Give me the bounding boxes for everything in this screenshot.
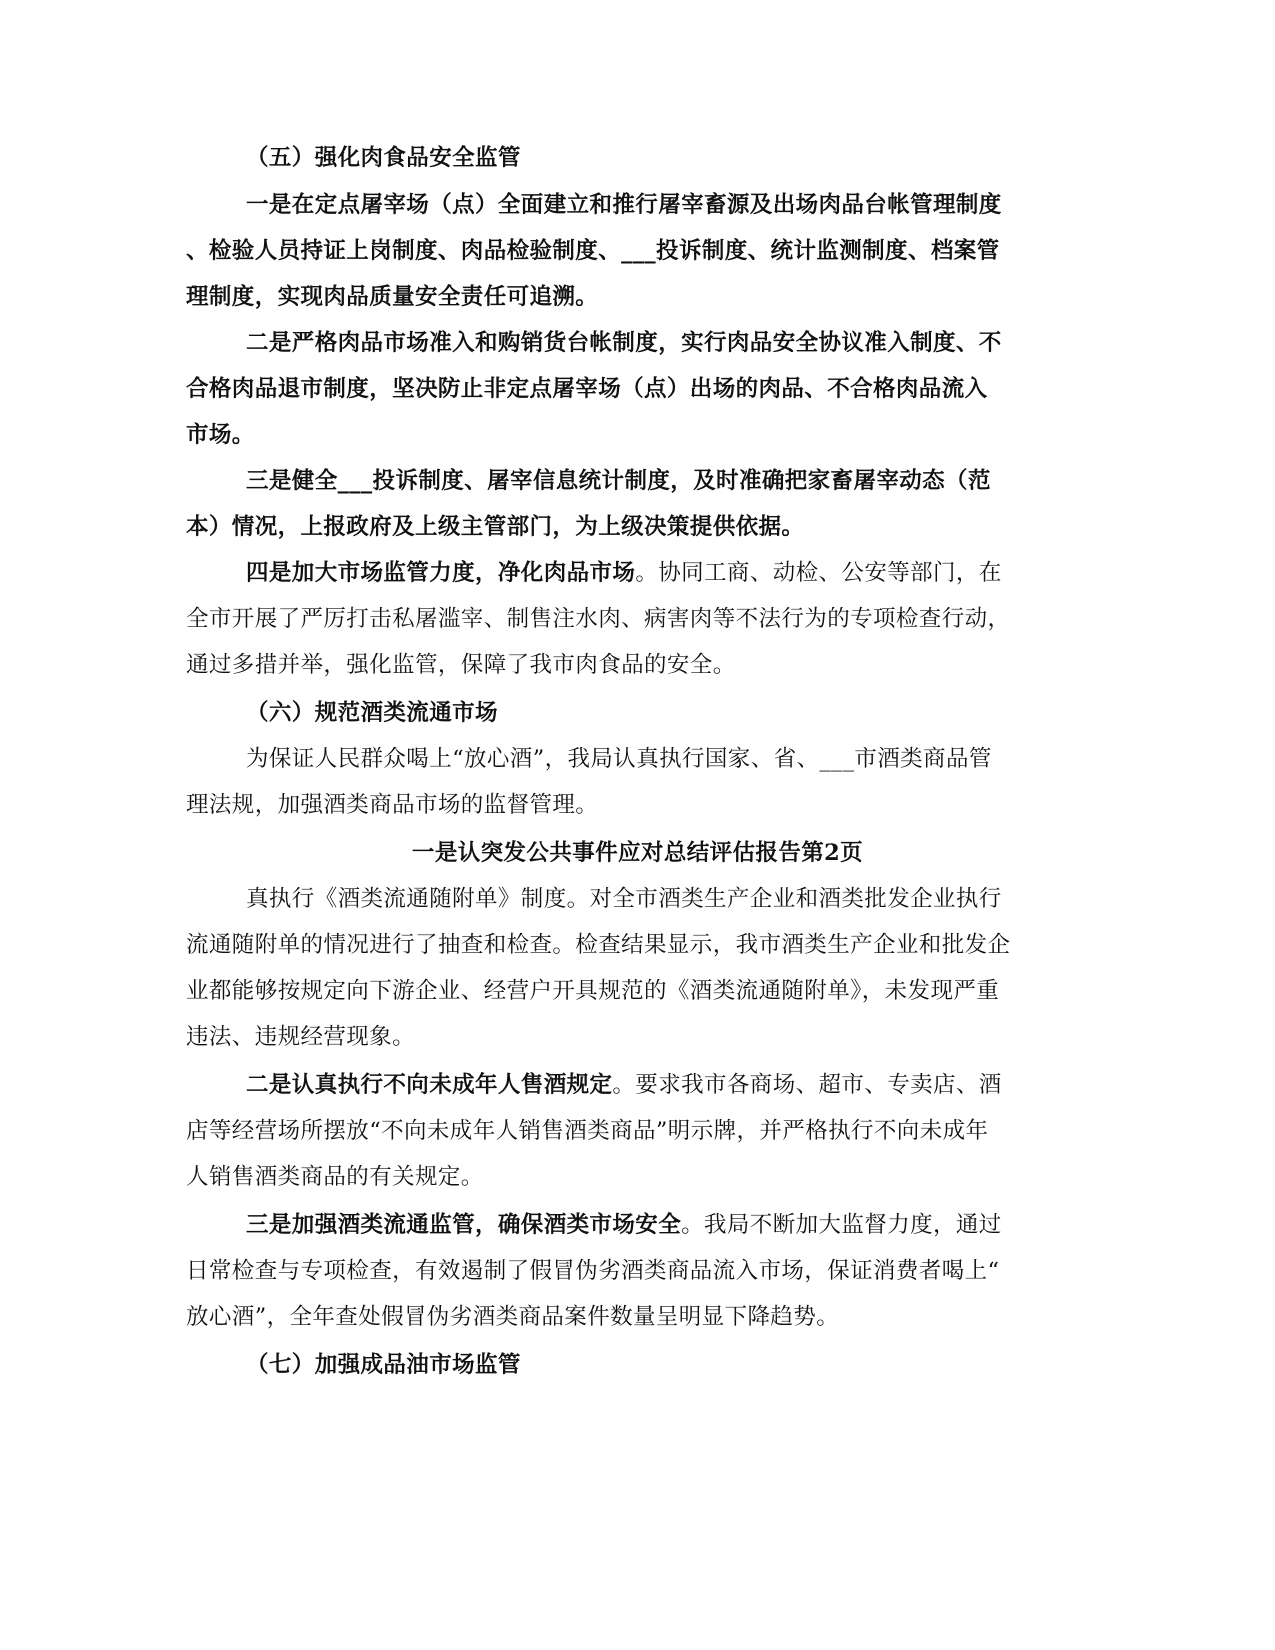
paragraph-rest: 。要求我市各商场、超市、专卖店、酒 <box>612 1072 1002 1098</box>
paragraph-line: 一是在定点屠宰场（点）全面建立和推行屠宰畜源及出场肉品台帐管理制度 <box>246 192 1002 218</box>
paragraph-rest: 。协同工商、动检、公安等部门，在 <box>635 560 1002 586</box>
section-heading-5: （五）强化肉食品安全监管 <box>246 145 521 171</box>
paragraph-lead: 三是加强酒类流通监管，确保酒类市场安全 <box>246 1212 682 1238</box>
paragraph-line: 店等经营场所摆放“不向未成年人销售酒类商品”明示牌，并严格执行不向未成年 <box>186 1118 989 1144</box>
paragraph-lead: 二是认真执行不向未成年人售酒规定 <box>246 1072 613 1098</box>
paragraph-line: 通过多措并举，强化监管，保障了我市肉食品的安全。 <box>186 652 736 678</box>
section-heading-7: （七）加强成品油市场监管 <box>246 1352 521 1378</box>
paragraph-line: 理制度，实现肉品质量安全责任可追溯。 <box>186 284 599 310</box>
paragraph-line: 放心酒”，全年查处假冒伪劣酒类商品案件数量呈明显下降趋势。 <box>186 1304 840 1330</box>
paragraph-rest: 。我局不断加大监督力度，通过 <box>681 1212 1002 1238</box>
paragraph-line: 二是严格肉品市场准入和购销货台帐制度，实行肉品安全协议准入制度、不 <box>246 330 1002 356</box>
paragraph-line: 合格肉品退市制度，坚决防止非定点屠宰场（点）出场的肉品、不合格肉品流入 <box>186 376 988 402</box>
paragraph-line: 日常检查与专项检查，有效遏制了假冒伪劣酒类商品流入市场，保证消费者喝上“ <box>186 1258 1000 1284</box>
section-heading-6: （六）规范酒类流通市场 <box>246 700 498 726</box>
paragraph-line: 人销售酒类商品的有关规定。 <box>186 1164 484 1190</box>
paragraph-line: 为保证人民群众喝上“放心酒”，我局认真执行国家、省、___市酒类商品管 <box>246 746 992 772</box>
paragraph-line: 全市开展了严厉打击私屠滥宰、制售注水肉、病害肉等不法行为的专项检查行动， <box>186 606 1011 632</box>
paragraph-line: 违法、违规经营现象。 <box>186 1024 416 1050</box>
paragraph-line: 理法规，加强酒类商品市场的监督管理。 <box>186 792 599 818</box>
paragraph-line <box>246 1210 1086 1240</box>
paragraph-line: 流通随附单的情况进行了抽查和检查。检查结果显示，我市酒类生产企业和批发企 <box>186 932 1011 958</box>
paragraph-line: 市场。 <box>186 422 255 448</box>
paragraph-line: 真执行《酒类流通随附单》制度。对全市酒类生产企业和酒类批发企业执行 <box>246 886 1002 912</box>
paragraph-line: 三是健全___投诉制度、屠宰信息统计制度，及时准确把家畜屠宰动态（范 <box>246 468 991 494</box>
paragraph-line <box>246 558 1086 588</box>
paragraph-line: 、检验人员持证上岗制度、肉品检验制度、___投诉制度、统计监测制度、档案管 <box>186 238 1000 264</box>
page-footer-title: 一是认突发公共事件应对总结评估报告第2页 <box>411 840 864 866</box>
paragraph-lead: 四是加大市场监管力度，净化肉品市场 <box>246 560 636 586</box>
paragraph-line: 业都能够按规定向下游企业、经营户开具规范的《酒类流通随附单》，未发现严重 <box>186 978 1000 1004</box>
paragraph-line <box>246 1070 1086 1100</box>
paragraph-line: 本）情况，上报政府及上级主管部门，为上级决策提供依据。 <box>186 514 805 540</box>
